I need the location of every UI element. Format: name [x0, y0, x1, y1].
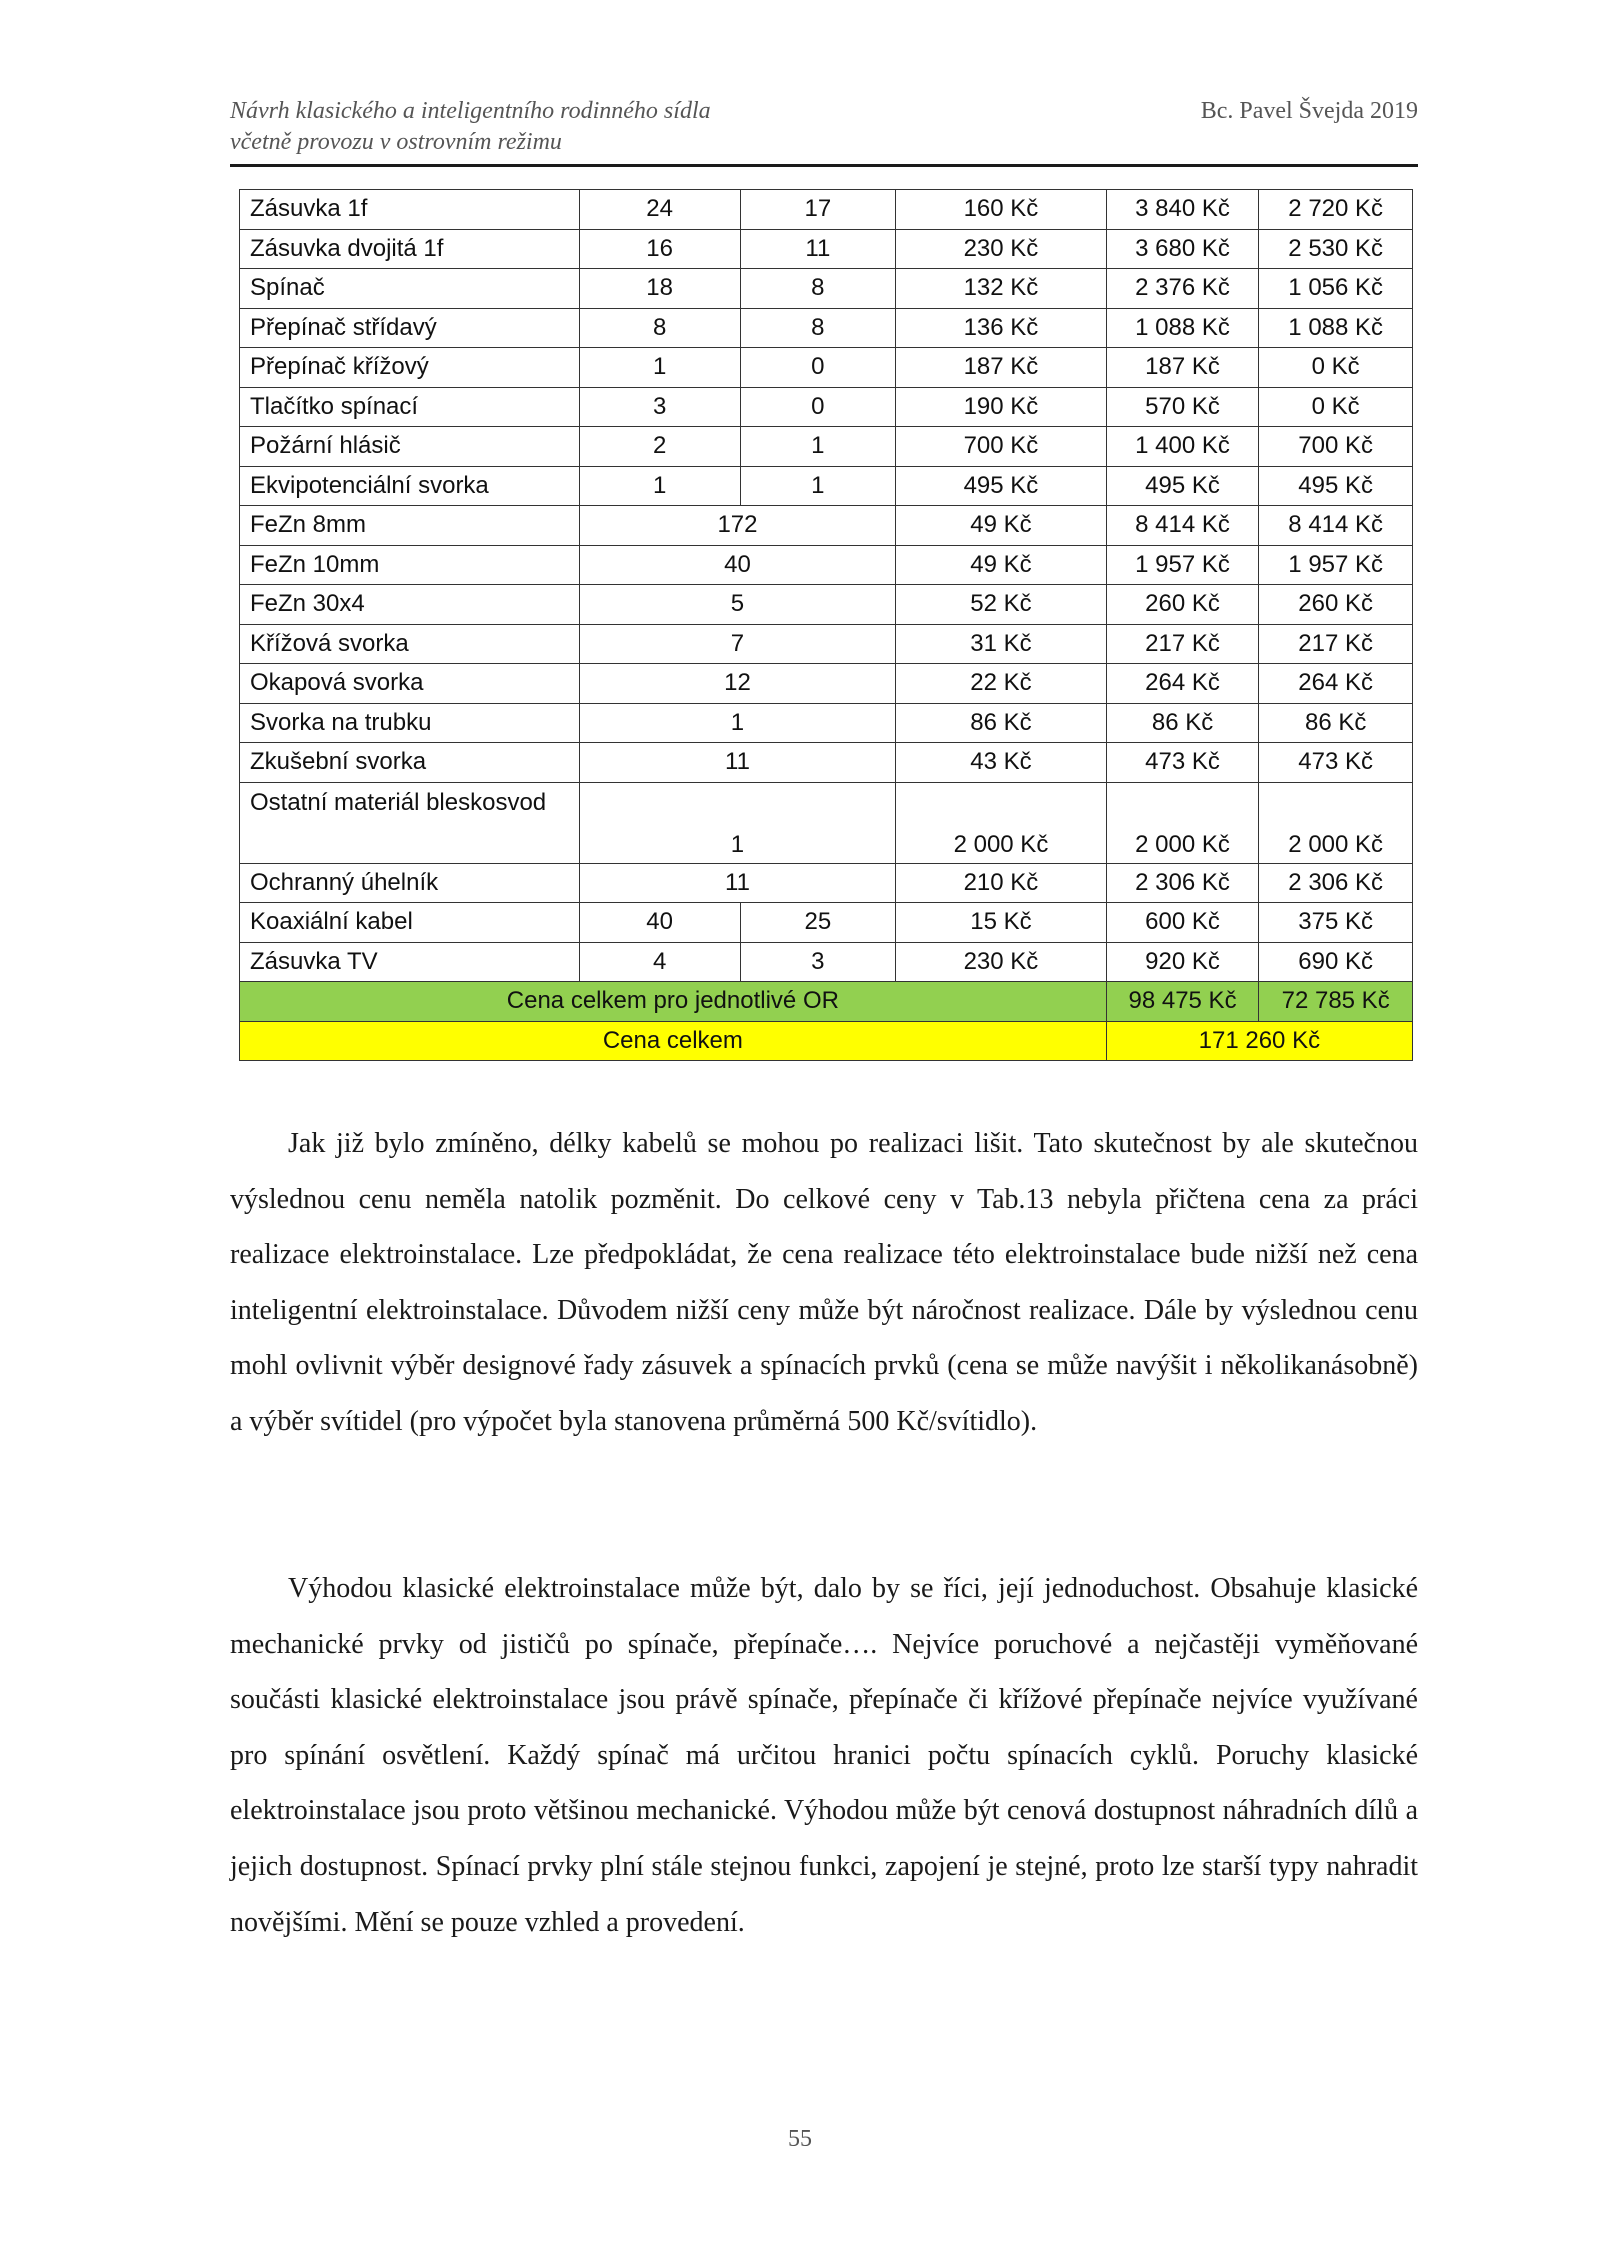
total-a-cell: 187 Kč — [1106, 348, 1259, 388]
item-name-cell: Přepínač křížový — [240, 348, 580, 388]
total-b-cell: 700 Kč — [1259, 427, 1413, 467]
table-row — [240, 466, 1413, 506]
document-title-line1: Návrh klasického a inteligentního rodinného sídla — [230, 98, 711, 124]
unit-price-cell: 700 Kč — [896, 427, 1107, 467]
total-a-cell: 260 Kč — [1106, 585, 1259, 625]
qty-b-cell: 8 — [740, 269, 896, 309]
item-name-cell: Požární hlásič — [240, 427, 580, 467]
total-b-cell: 0 Kč — [1259, 387, 1413, 427]
total-b-cell: 86 Kč — [1259, 703, 1413, 743]
qty-a-cell: 4 — [579, 942, 740, 982]
unit-price-cell: 22 Kč — [896, 664, 1107, 704]
total-b-cell: 1 957 Kč — [1259, 545, 1413, 585]
qty-a-cell: 3 — [579, 387, 740, 427]
qty-b-cell: 25 — [740, 903, 896, 943]
table-row — [240, 269, 1413, 309]
total-b-cell: 264 Kč — [1259, 664, 1413, 704]
table-row — [240, 348, 1413, 388]
total-a-cell: 1 088 Kč — [1106, 308, 1259, 348]
sum-all-label: Cena celkem — [240, 1021, 1107, 1061]
cost-table — [239, 189, 1413, 1061]
item-name-cell: Tlačítko spínací — [240, 387, 580, 427]
unit-price-cell: 187 Kč — [896, 348, 1107, 388]
unit-price-cell: 136 Kč — [896, 308, 1107, 348]
table-row — [240, 664, 1413, 704]
total-b-cell: 375 Kč — [1259, 903, 1413, 943]
qty-merged-cell: 172 — [579, 506, 895, 546]
item-name-cell: Zásuvka TV — [240, 942, 580, 982]
page-number: 55 — [788, 2126, 812, 2152]
total-a-cell: 495 Kč — [1106, 466, 1259, 506]
total-b-cell: 1 056 Kč — [1259, 269, 1413, 309]
total-b-cell: 260 Kč — [1259, 585, 1413, 625]
sum-or-total-a: 98 475 Kč — [1106, 982, 1259, 1022]
total-a-cell: 920 Kč — [1106, 942, 1259, 982]
total-a-cell: 1 400 Kč — [1106, 427, 1259, 467]
table-row — [240, 703, 1413, 743]
qty-a-cell: 8 — [579, 308, 740, 348]
table-row — [240, 545, 1413, 585]
unit-price-cell: 86 Kč — [896, 703, 1107, 743]
unit-price-cell: 132 Kč — [896, 269, 1107, 309]
table-row — [240, 585, 1413, 625]
item-name-cell: Koaxiální kabel — [240, 903, 580, 943]
item-name-cell: FeZn 10mm — [240, 545, 580, 585]
item-name-cell: Spínač — [240, 269, 580, 309]
total-b-cell: 8 414 Kč — [1259, 506, 1413, 546]
item-name-cell: Zásuvka 1f — [240, 190, 580, 230]
unit-price-cell: 49 Kč — [896, 506, 1107, 546]
table-row — [240, 387, 1413, 427]
qty-a-cell: 16 — [579, 229, 740, 269]
total-a-cell: 1 957 Kč — [1106, 545, 1259, 585]
unit-price-cell: 190 Kč — [896, 387, 1107, 427]
qty-a-cell: 40 — [579, 903, 740, 943]
total-b-cell: 495 Kč — [1259, 466, 1413, 506]
qty-a-cell: 1 — [579, 348, 740, 388]
table-row — [240, 427, 1413, 467]
table-row — [240, 624, 1413, 664]
unit-price-cell: 230 Kč — [896, 942, 1107, 982]
table-row — [240, 506, 1413, 546]
cost-table-body — [240, 190, 1413, 1061]
sum-all-total: 171 260 Kč — [1106, 1021, 1412, 1061]
qty-a-cell: 18 — [579, 269, 740, 309]
total-a-cell: 2 376 Kč — [1106, 269, 1259, 309]
item-name-cell: Zkušební svorka — [240, 743, 580, 783]
item-name-cell: FeZn 30x4 — [240, 585, 580, 625]
item-name-cell: FeZn 8mm — [240, 506, 580, 546]
table-row — [240, 863, 1413, 903]
item-name-cell: Křížová svorka — [240, 624, 580, 664]
qty-merged-cell: 40 — [579, 545, 895, 585]
unit-price-cell: 160 Kč — [896, 190, 1107, 230]
total-b-cell: 2 306 Kč — [1259, 863, 1413, 903]
table-row — [240, 743, 1413, 783]
qty-merged-cell: 11 — [579, 743, 895, 783]
unit-price-cell: 210 Kč — [896, 863, 1107, 903]
table-row — [240, 190, 1413, 230]
table-row — [240, 308, 1413, 348]
page-header — [230, 96, 1418, 167]
document-title — [230, 96, 711, 158]
item-name-cell: Svorka na trubku — [240, 703, 580, 743]
unit-price-cell: 230 Kč — [896, 229, 1107, 269]
table-row — [240, 903, 1413, 943]
paragraph-1-text: Jak již bylo zmíněno, délky kabelů se mohou po realizaci lišit. Tato skutečnost by ale skutečnou výslednou cenu neměla natolik pozměnit. Do celkové ceny v Tab.13 nebyla přičtena cena za práci realizace elektroinstalace. Lze předpokládat, že cena realizace této elektroinstalace bude nižší než cena inteligentní elektroinstalace. Důvodem nižší ceny může být náročnost realizace. Dále by výslednou cenu mohl ovlivnit výběr designové řady zásuvek a spínacích prvků (cena se může navýšit i několikanásobně) a výběr svítidel (pro výpočet byla stanovena průměrná 500 Kč/svítidlo). — [230, 1128, 1418, 1437]
paragraph-2-text: Výhodou klasické elektroinstalace může být, dalo by se říci, její jednoduchost. Obsahuje klasické mechanické prvky od jističů po spínače, přepínače…. Nejvíce poruchové a nejčastěji vyměňované součásti klasické elektroinstalace jsou právě spínače, přepínače či křížové přepínače nejvíce využívané pro spínání osvětlení. Každý spínač má určitou hranici počtu spínacích cyklů. Poruchy klasické elektroinstalace jsou proto většinou mechanické. Výhodou může být cenová dostupnost náhradních dílů a jejich dostupnost. Spínací prvky plní stále stejnou funkci, zapojení je stejné, proto lze starší typy nahradit novějšími. Mění se pouze vzhled a provedení. — [230, 1573, 1418, 1938]
document-title-line2: včetně provozu v ostrovním režimu — [230, 129, 562, 155]
qty-b-cell: 17 — [740, 190, 896, 230]
item-name-cell: Ekvipotenciální svorka — [240, 466, 580, 506]
qty-b-cell: 1 — [740, 427, 896, 467]
total-b-cell: 1 088 Kč — [1259, 308, 1413, 348]
total-a-cell: 2 306 Kč — [1106, 863, 1259, 903]
total-a-cell: 86 Kč — [1106, 703, 1259, 743]
item-name-cell: Zásuvka dvojitá 1f — [240, 229, 580, 269]
total-b-cell: 2 720 Kč — [1259, 190, 1413, 230]
sum-or-row — [240, 982, 1413, 1022]
qty-b-cell: 1 — [740, 466, 896, 506]
total-a-cell: 473 Kč — [1106, 743, 1259, 783]
total-b-cell: 217 Kč — [1259, 624, 1413, 664]
total-a-cell: 3 680 Kč — [1106, 229, 1259, 269]
total-a-cell: 264 Kč — [1106, 664, 1259, 704]
qty-a-cell: 1 — [579, 466, 740, 506]
total-b-cell: 2 000 Kč — [1259, 782, 1413, 863]
unit-price-cell: 43 Kč — [896, 743, 1107, 783]
paragraph-2 — [230, 1561, 1418, 1950]
qty-b-cell: 11 — [740, 229, 896, 269]
qty-merged-cell: 5 — [579, 585, 895, 625]
qty-a-cell: 24 — [579, 190, 740, 230]
total-a-cell: 8 414 Kč — [1106, 506, 1259, 546]
qty-b-cell: 3 — [740, 942, 896, 982]
unit-price-cell: 495 Kč — [896, 466, 1107, 506]
qty-merged-cell: 12 — [579, 664, 895, 704]
item-name-cell: Ostatní materiál bleskosvod — [240, 782, 580, 863]
qty-merged-cell: 11 — [579, 863, 895, 903]
unit-price-cell: 31 Kč — [896, 624, 1107, 664]
unit-price-cell: 2 000 Kč — [896, 782, 1107, 863]
total-a-cell: 3 840 Kč — [1106, 190, 1259, 230]
unit-price-cell: 49 Kč — [896, 545, 1107, 585]
paragraph-1 — [230, 1116, 1418, 1450]
total-a-cell: 217 Kč — [1106, 624, 1259, 664]
total-a-cell: 2 000 Kč — [1106, 782, 1259, 863]
item-name-cell: Okapová svorka — [240, 664, 580, 704]
qty-b-cell: 8 — [740, 308, 896, 348]
total-b-cell: 690 Kč — [1259, 942, 1413, 982]
total-a-cell: 570 Kč — [1106, 387, 1259, 427]
table-row — [240, 782, 1413, 863]
total-a-cell: 600 Kč — [1106, 903, 1259, 943]
sum-all-row — [240, 1021, 1413, 1061]
author-year: Bc. Pavel Švejda 2019 — [1200, 98, 1418, 124]
qty-b-cell: 0 — [740, 387, 896, 427]
qty-a-cell: 2 — [579, 427, 740, 467]
sum-or-label: Cena celkem pro jednotlivé OR — [240, 982, 1107, 1022]
unit-price-cell: 15 Kč — [896, 903, 1107, 943]
qty-merged-cell: 1 — [579, 782, 895, 863]
item-name-cell: Přepínač střídavý — [240, 308, 580, 348]
qty-merged-cell: 1 — [579, 703, 895, 743]
total-b-cell: 0 Kč — [1259, 348, 1413, 388]
item-name-cell: Ochranný úhelník — [240, 863, 580, 903]
unit-price-cell: 52 Kč — [896, 585, 1107, 625]
qty-b-cell: 0 — [740, 348, 896, 388]
total-b-cell: 473 Kč — [1259, 743, 1413, 783]
table-row — [240, 942, 1413, 982]
total-b-cell: 2 530 Kč — [1259, 229, 1413, 269]
qty-merged-cell: 7 — [579, 624, 895, 664]
sum-or-total-b: 72 785 Kč — [1259, 982, 1413, 1022]
table-row — [240, 229, 1413, 269]
